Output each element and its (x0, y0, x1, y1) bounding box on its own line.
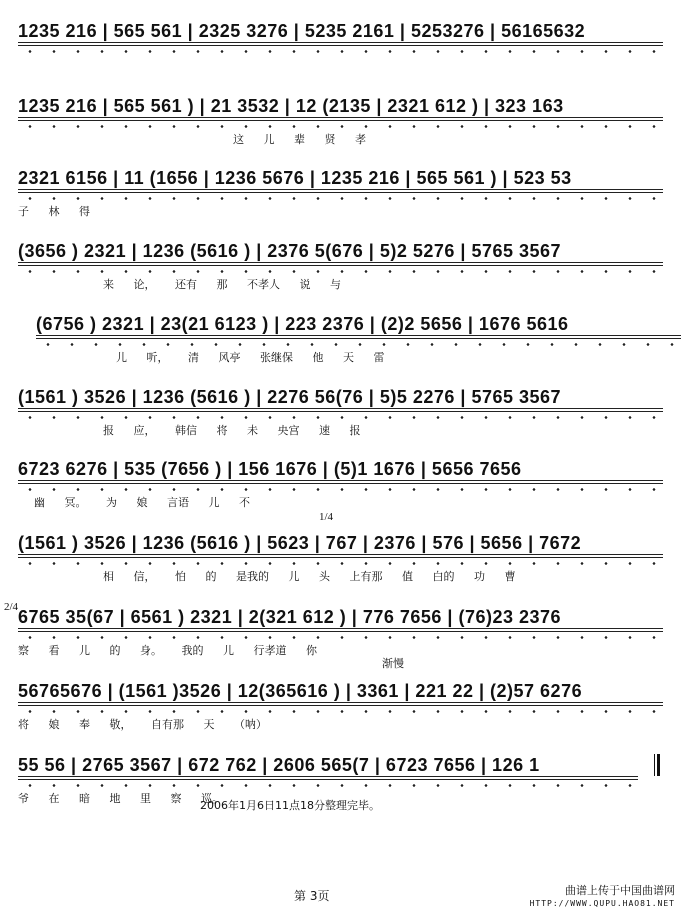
octave-dots (18, 125, 663, 128)
final-barline (654, 754, 660, 776)
score-row-3 (0, 167, 681, 231)
octave-dots (18, 784, 638, 787)
notation-line: 1235 216 | 565 561 | 2325 3276 | 5235 2161 | 5253276 | 56165632 (18, 21, 586, 41)
beam-lines (18, 189, 663, 193)
notation-line: 6723 6276 | 535 (7656 ) | 156 1676 | (5)1 1676 | 5656 7656 (18, 459, 522, 479)
lyric-line: 子 林 得 (18, 205, 90, 218)
score-row-7 (0, 458, 681, 522)
score-row-1 (0, 20, 681, 84)
site-watermark (530, 884, 675, 910)
time-signature-2-4: 2/4 (4, 601, 19, 613)
score-row-8 (0, 532, 681, 596)
beam-lines (18, 554, 663, 558)
lyric-line: 察 看 儿 的 身。 我的 儿 行孝道 你 (18, 644, 317, 657)
beam-lines (18, 408, 663, 412)
octave-dots (18, 50, 663, 53)
octave-dots (18, 710, 663, 713)
score-row-2 (0, 95, 681, 159)
score-row-4 (0, 240, 681, 304)
notation-line: 55 56 | 2765 3567 | 672 762 | 2606 565(7 | 6723 7656 | 126 1 (18, 755, 540, 775)
lyric-line: 这 儿 辈 贤 孝 (233, 133, 366, 146)
time-signature-1-4: 1/4 (319, 511, 334, 523)
lyric-line: 儿 听， 清 风亭 张继保 他 天 雷 (116, 351, 385, 364)
octave-dots (18, 636, 663, 639)
notation-line: (1561 ) 3526 | 1236 (5616 ) | 2276 56(76 | 5)5 2276 | 5765 3567 (18, 387, 562, 407)
octave-dots (18, 270, 663, 273)
score-row-6 (0, 386, 681, 450)
beam-lines (18, 117, 663, 121)
beam-lines (18, 776, 638, 780)
octave-dots (18, 488, 663, 491)
site-url: HTTP://WWW.QUPU.HAO81.NET (529, 899, 675, 908)
notation-line: 56765676 | (1561 )3526 | 12(365616 ) | 3361 | 221 22 | (2)57 6276 (18, 681, 583, 701)
beam-lines (18, 702, 663, 706)
notation-line: 6765 35(67 | 6561 ) 2321 | 2(321 612 ) | 776 7656 | (76)23 2376 (18, 607, 562, 627)
octave-dots (18, 562, 663, 565)
site-name: 曲谱上传于中国曲谱网 (565, 884, 675, 897)
notation-line: (1561 ) 3526 | 1236 (5616 ) | 5623 | 767 | 2376 | 576 | 5656 | 7672 (18, 533, 582, 553)
lyric-line: 幽 冥。 为 娘 言语 儿 不 (34, 496, 250, 509)
completion-note: 2006年1月6日11点18分整理完毕。 (200, 799, 380, 812)
lyric-line: 爷 在 暗 地 里 察 巡。 (18, 792, 223, 805)
page-number: 第 3页 (294, 889, 330, 903)
octave-dots (18, 416, 663, 419)
beam-lines (36, 335, 681, 339)
notation-line: 1235 216 | 565 561 ) | 21 3532 | 12 (2135 | 2321 612 ) | 323 163 (18, 96, 564, 116)
notation-line: (6756 ) 2321 | 23(21 6123 ) | 223 2376 | (2)2 5656 | 1676 5616 (36, 314, 569, 334)
score-row-9 (0, 606, 681, 670)
tempo-mark: 渐慢 (382, 657, 404, 670)
lyric-line: 报 应， 韩信 将 未 央宫 速 报 (103, 424, 361, 437)
score-row-10 (0, 680, 681, 744)
octave-dots (36, 343, 681, 346)
beam-lines (18, 262, 663, 266)
octave-dots (18, 197, 663, 200)
lyric-line: 来 论， 还有 那 不孝人 说 与 (103, 278, 341, 291)
beam-lines (18, 628, 663, 632)
lyric-line: 相 信， 怕 的 是我的 儿 头 上有那 值 白的 功 曹 (103, 570, 516, 583)
lyric-line: 将 娘 奉 敬， 自有那 天 （呐） (18, 718, 267, 731)
notation-line: 2321 6156 | 11 (1656 | 1236 5676 | 1235 216 | 565 561 ) | 523 53 (18, 168, 572, 188)
notation-line: (3656 ) 2321 | 1236 (5616 ) | 2376 5(676 | 5)2 5276 | 5765 3567 (18, 241, 562, 261)
beam-lines (18, 480, 663, 484)
score-row-5 (0, 313, 681, 377)
beam-lines (18, 42, 663, 46)
